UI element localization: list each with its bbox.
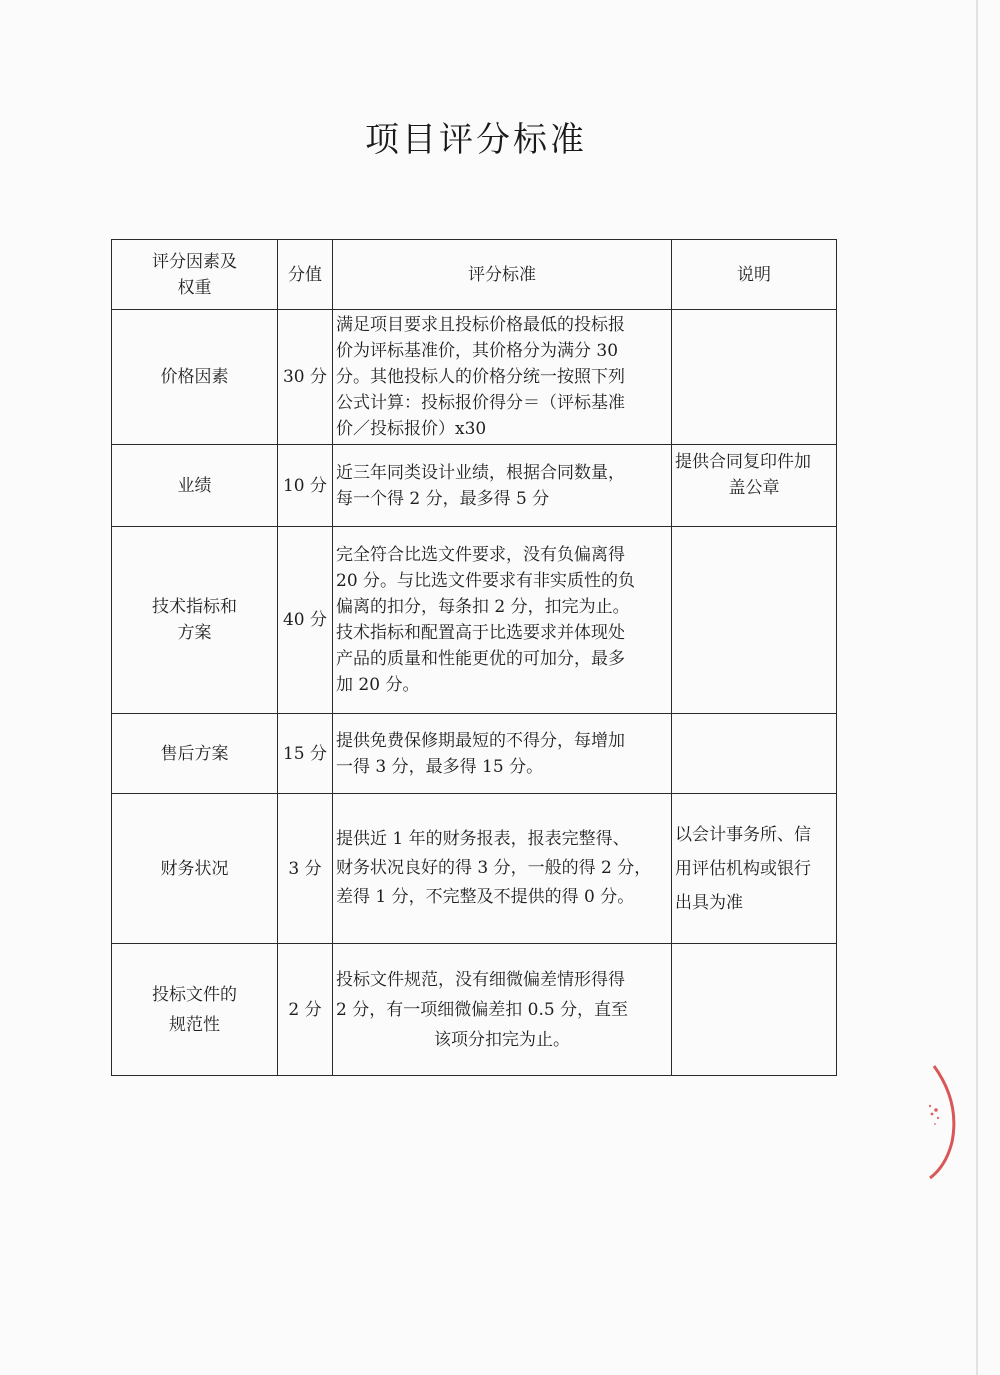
table-row-performance bbox=[112, 445, 837, 527]
criteria-line: 满足项目要求且投标价格最低的投标报 bbox=[336, 315, 625, 335]
table-row-technical bbox=[112, 527, 837, 714]
factor-cell bbox=[112, 794, 278, 944]
criteria-line: 价为评标基准价，其价格分为满分 30 bbox=[336, 341, 619, 361]
score-cell: 2 分 bbox=[278, 944, 333, 1076]
remark-line: 出具为准 bbox=[675, 892, 743, 913]
header-factor bbox=[112, 240, 278, 310]
header-score: 分值 bbox=[278, 240, 333, 310]
remark-cell bbox=[672, 714, 837, 794]
criteria-line: 产品的质量和性能更优的可加分，最多 bbox=[336, 649, 625, 669]
score-cell: 15 分 bbox=[278, 714, 333, 794]
document-title: 项目评分标准 bbox=[365, 120, 587, 160]
criteria-cell bbox=[333, 310, 672, 445]
factor-line: 规范性 bbox=[169, 1014, 220, 1035]
factor-line: 投标文件的 bbox=[152, 984, 237, 1005]
table-row-financial bbox=[112, 794, 837, 944]
scoring-table bbox=[111, 239, 837, 1076]
criteria-line: 完全符合比选文件要求，没有负偏离得 bbox=[336, 545, 625, 565]
criteria-line: 2 分，有一项细微偏差扣 0.5 分，直至 bbox=[336, 999, 629, 1020]
table-row-document bbox=[112, 944, 837, 1076]
remark-cell bbox=[672, 527, 837, 714]
remark-cell bbox=[672, 794, 837, 944]
factor-line: 售后方案 bbox=[160, 743, 229, 764]
criteria-line: 每一个得 2 分，最多得 5 分 bbox=[336, 488, 550, 509]
criteria-line: 一得 3 分，最多得 15 分。 bbox=[336, 756, 544, 777]
table-row-price bbox=[112, 310, 837, 445]
remark-cell bbox=[672, 445, 837, 527]
criteria-line: 20 分。与比选文件要求有非实质性的负 bbox=[336, 571, 636, 591]
factor-line: 价格因素 bbox=[160, 367, 229, 387]
factor-line: 业绩 bbox=[177, 475, 212, 496]
seal-stamp-edge bbox=[926, 1062, 966, 1182]
criteria-line: 加 20 分。 bbox=[336, 675, 420, 695]
header-criteria: 评分标准 bbox=[333, 240, 672, 310]
factor-cell bbox=[112, 527, 278, 714]
remark-line: 用评估机构或银行 bbox=[675, 858, 811, 879]
criteria-line: 投标文件规范，没有细微偏差情形得得 bbox=[336, 969, 625, 990]
criteria-line: 技术指标和配置高于比选要求并体现处 bbox=[336, 623, 625, 643]
score-cell: 10 分 bbox=[278, 445, 333, 527]
factor-cell bbox=[112, 445, 278, 527]
header-row bbox=[112, 240, 837, 310]
remark-line: 盖公章 bbox=[728, 478, 780, 498]
criteria-cell bbox=[333, 445, 672, 527]
criteria-line: 价／投标报价）x30 bbox=[336, 419, 487, 439]
remark-line: 提供合同复印件加 bbox=[675, 452, 811, 472]
remark-cell bbox=[672, 310, 837, 445]
factor-cell bbox=[112, 944, 278, 1076]
score-cell: 30 分 bbox=[278, 310, 333, 445]
criteria-line: 财务状况良好的得 3 分，一般的得 2 分， bbox=[336, 858, 652, 878]
criteria-line: 公式计算：投标报价得分＝（评标基准 bbox=[336, 393, 625, 413]
criteria-cell bbox=[333, 527, 672, 714]
factor-cell bbox=[112, 310, 278, 445]
criteria-cell bbox=[333, 794, 672, 944]
criteria-line: 分。其他投标人的价格分统一按照下列 bbox=[336, 367, 625, 387]
table-row-after-sales bbox=[112, 714, 837, 794]
criteria-cell bbox=[333, 714, 672, 794]
header-remark: 说明 bbox=[672, 240, 837, 310]
paper-edge bbox=[976, 0, 978, 1375]
factor-cell bbox=[112, 714, 278, 794]
remark-cell bbox=[672, 944, 837, 1076]
score-cell: 40 分 bbox=[278, 527, 333, 714]
criteria-cell bbox=[333, 944, 672, 1076]
header-factor-line: 评分因素及 bbox=[152, 251, 237, 272]
criteria-line: 偏离的扣分，每条扣 2 分，扣完为止。 bbox=[336, 597, 630, 617]
factor-line: 方案 bbox=[177, 623, 212, 643]
factor-line: 技术指标和 bbox=[152, 597, 237, 617]
remark-line: 以会计事务所、信 bbox=[675, 824, 811, 845]
criteria-line: 近三年同类设计业绩，根据合同数量， bbox=[336, 462, 625, 483]
factor-line: 财务状况 bbox=[160, 858, 229, 879]
header-factor-line: 权重 bbox=[177, 277, 212, 298]
criteria-line: 提供免费保修期最短的不得分，每增加 bbox=[336, 730, 625, 751]
criteria-line: 提供近 1 年的财务报表，报表完整得、 bbox=[336, 829, 630, 849]
criteria-line: 该项分扣完为止。 bbox=[434, 1029, 570, 1050]
criteria-line: 差得 1 分，不完整及不提供的得 0 分。 bbox=[336, 887, 635, 907]
score-cell: 3 分 bbox=[278, 794, 333, 944]
